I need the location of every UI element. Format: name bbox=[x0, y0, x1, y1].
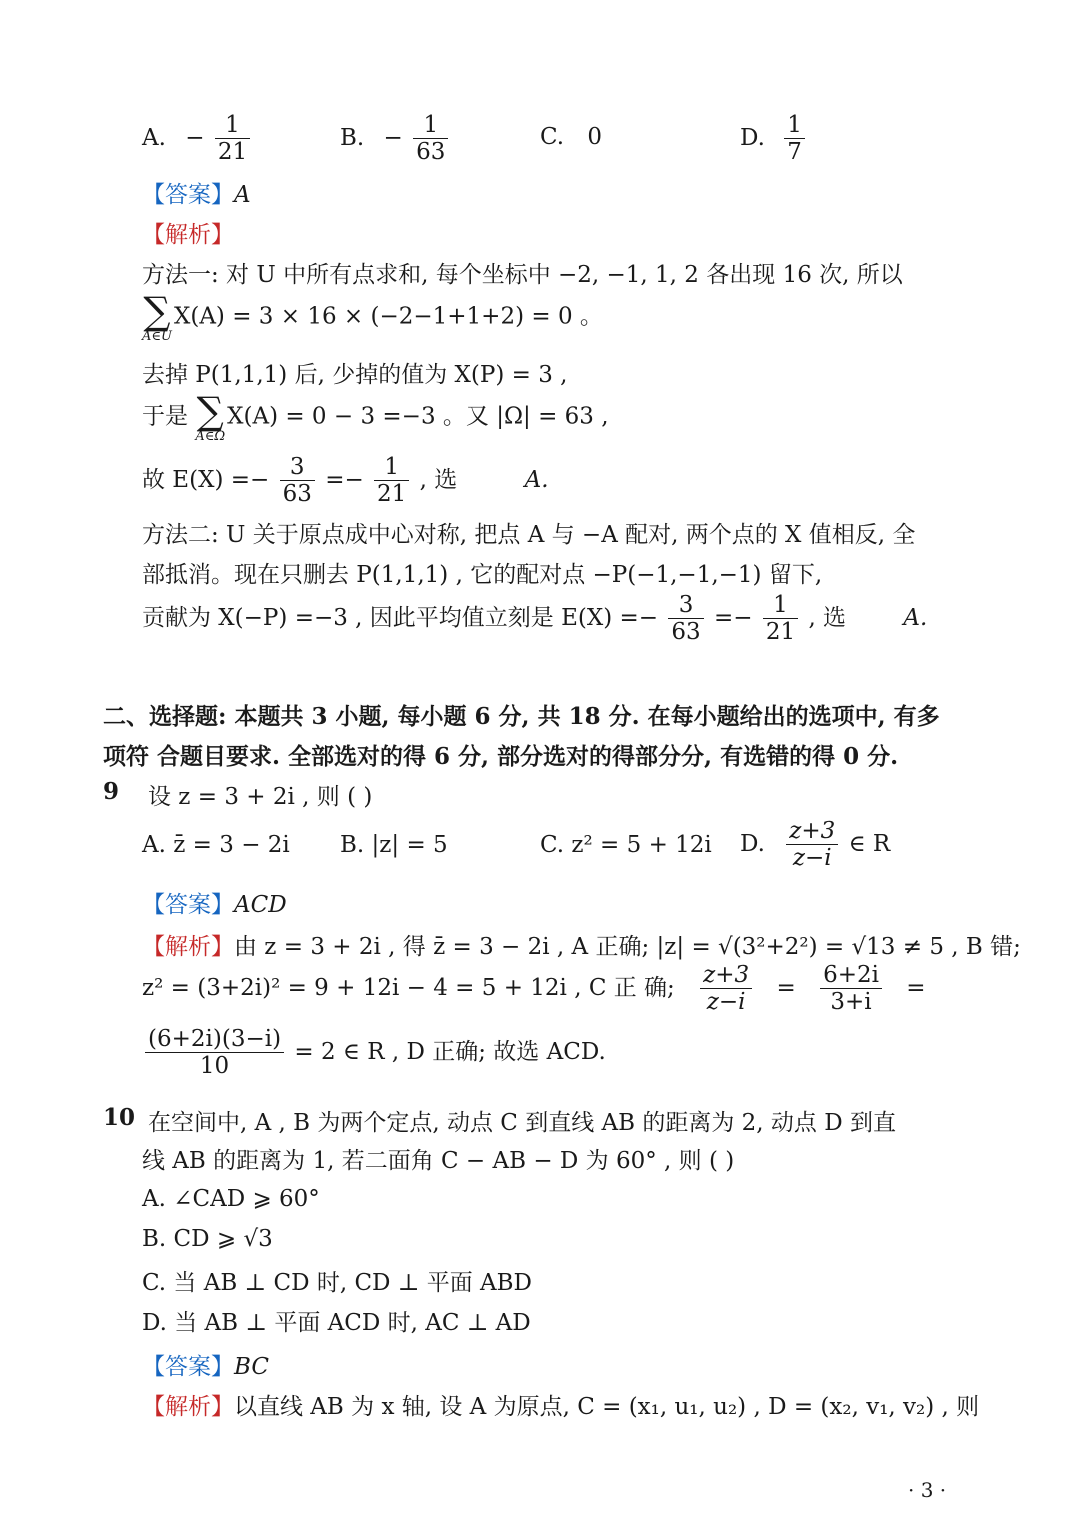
q8-sum-omega-line bbox=[142, 389, 609, 444]
q10-analysis-line1 bbox=[142, 1388, 979, 1421]
choice-text: A. bbox=[524, 466, 549, 493]
q9-option-d bbox=[740, 818, 890, 872]
answer-tag: 【答案】 bbox=[142, 182, 234, 208]
q8-method2-line1: 方法二: U 关于原点成中心对称, 把点 A 与 −A 配对, 两个点的 X 值相反, 全 bbox=[142, 522, 916, 548]
numerator: 1 bbox=[384, 454, 399, 480]
fraction bbox=[413, 112, 448, 166]
q8-method1-line1: 方法一: 对 U 中所有点求和, 每个坐标中 −2, −1, 1, 2 各出现 16 次, 所以 bbox=[142, 262, 903, 288]
denominator: z−i bbox=[700, 988, 752, 1015]
numerator: 1 bbox=[773, 592, 788, 618]
q10-stem-line1: 在空间中, A , B 为两个定点, 动点 C 到直线 AB 的距离为 2, 动点 D 到直 bbox=[148, 1110, 896, 1136]
expr-text: = bbox=[776, 974, 796, 1001]
q9-analysis-line1 bbox=[142, 928, 1021, 961]
sigma-symbol: ∑ A∈U bbox=[142, 289, 172, 344]
denominator: z−i bbox=[786, 844, 838, 871]
q9-option-c: C. z² = 5 + 12i bbox=[540, 832, 712, 858]
q8-option-c bbox=[540, 124, 602, 150]
numerator: 1 bbox=[225, 112, 240, 138]
answer-tag: 【答案】 bbox=[142, 1354, 234, 1380]
numerator: 3 bbox=[289, 454, 305, 480]
denominator: 63 bbox=[413, 138, 448, 165]
fraction bbox=[700, 962, 752, 1016]
q8-option-d bbox=[740, 112, 808, 166]
expr-text: 贡献为 X(−P) =−3 , 因此平均值立刻是 E(X) =− bbox=[142, 604, 659, 631]
fraction bbox=[145, 1026, 284, 1080]
section-heading-line2: 项符 合题目要求. 全部选对的得 6 分, 部分选对的得部分分, 有选错的得 0 分. bbox=[103, 743, 899, 770]
q9-stem: 设 z = 3 + 2i , 则 ( ) bbox=[148, 784, 373, 810]
numerator: 1 bbox=[787, 112, 802, 138]
q9-analysis-line2 bbox=[142, 962, 926, 1016]
q10-option-c: C. 当 AB ⊥ CD 时, CD ⊥ 平面 ABD bbox=[142, 1270, 533, 1296]
expr-text: =− bbox=[325, 466, 364, 493]
denominator: 3+i bbox=[820, 988, 882, 1015]
q10-option-b: B. CD ⩾ √3 bbox=[142, 1226, 273, 1252]
numerator: 1 bbox=[423, 112, 439, 138]
sum-expression: X(A) = 3 × 16 × (−2−1+1+2) = 0 。 bbox=[173, 303, 603, 330]
choice-text: A. bbox=[903, 604, 928, 631]
sum-expression: X(A) = 0 − 3 =−3 。又 |Ω| = 63 , bbox=[227, 403, 609, 430]
question-number: 9 bbox=[103, 778, 120, 805]
sigma-subscript: A∈U bbox=[142, 329, 172, 344]
sigma-subscript: A∈Ω bbox=[195, 429, 226, 444]
denominator: 7 bbox=[784, 138, 805, 165]
expr-text: , 选 bbox=[419, 466, 458, 493]
expr-text: , 选 bbox=[808, 604, 847, 631]
fraction bbox=[786, 818, 838, 872]
q8-method2-line2: 部抵消。现在只删去 P(1,1,1) , 它的配对点 −P(−1,−1,−1) 留下, bbox=[142, 562, 823, 588]
q10-option-d: D. 当 AB ⊥ 平面 ACD 时, AC ⊥ AD bbox=[142, 1310, 531, 1336]
sigma-symbol: ∑ A∈Ω bbox=[195, 389, 226, 444]
numerator: z+3 bbox=[703, 962, 750, 988]
page-number: · 3 · bbox=[908, 1478, 947, 1502]
fraction bbox=[668, 592, 703, 646]
expr-text: 故 E(X) =− bbox=[142, 466, 270, 493]
line-prefix: 于是 bbox=[142, 403, 188, 430]
q8-expectation-line bbox=[142, 454, 549, 508]
minus-sign: − bbox=[383, 124, 403, 151]
q8-answer bbox=[142, 176, 251, 209]
analysis-text: 由 z = 3 + 2i , 得 z̄ = 3 − 2i , A 正确; |z| = √(3²+2²) = √13 ≠ 5 , B 错; bbox=[234, 934, 1021, 960]
numerator: 3 bbox=[678, 592, 694, 618]
answer-value: A bbox=[234, 182, 251, 208]
q8-analysis-tag bbox=[142, 216, 234, 249]
option-suffix: ∈ R bbox=[848, 830, 891, 857]
analysis-tag: 【解析】 bbox=[142, 222, 234, 248]
option-label: D. bbox=[740, 830, 765, 857]
denominator: 21 bbox=[374, 480, 409, 507]
option-label: D. bbox=[740, 124, 765, 151]
answer-tag: 【答案】 bbox=[142, 892, 234, 918]
fraction bbox=[763, 592, 798, 646]
minus-sign: − bbox=[185, 124, 205, 151]
analysis-tag: 【解析】 bbox=[142, 1394, 234, 1420]
q8-method2-line3 bbox=[142, 592, 927, 646]
fraction bbox=[784, 112, 805, 166]
q9-analysis-line3 bbox=[142, 1026, 606, 1080]
q10-stem-line2: 线 AB 的距离为 1, 若二面角 C − AB − D 为 60° , 则 ( ) bbox=[142, 1148, 735, 1174]
analysis-tag: 【解析】 bbox=[142, 934, 234, 960]
expr-text: z² = (3+2i)² = 9 + 12i − 4 = 5 + 12i , C 正 确; bbox=[142, 974, 675, 1001]
q9-option-a: A. z̄ = 3 − 2i bbox=[142, 832, 290, 858]
q8-option-b bbox=[340, 112, 451, 166]
numerator: (6+2i)(3−i) bbox=[148, 1026, 282, 1052]
fraction bbox=[215, 112, 250, 166]
numerator: 6+2i bbox=[823, 962, 879, 988]
fraction bbox=[280, 454, 315, 508]
expr-text: =− bbox=[713, 604, 753, 631]
denominator: 21 bbox=[763, 618, 798, 645]
expr-text: = 2 ∈ R , D 正确; 故选 ACD. bbox=[294, 1038, 606, 1065]
q10-answer bbox=[142, 1348, 269, 1381]
answer-value: ACD bbox=[234, 892, 287, 918]
analysis-text: 以直线 AB 为 x 轴, 设 A 为原点, C = (x₁, u₁, u₂) , D = (x₂, v₁, v₂) , 则 bbox=[234, 1394, 980, 1420]
numerator: z+3 bbox=[789, 818, 836, 844]
question-number: 10 bbox=[103, 1104, 136, 1131]
option-label: C. bbox=[540, 124, 565, 150]
q8-method1-line3: 去掉 P(1,1,1) 后, 少掉的值为 X(P) = 3 , bbox=[142, 362, 568, 388]
fraction bbox=[820, 962, 882, 1016]
denominator: 10 bbox=[145, 1052, 284, 1079]
q9-option-b: B. |z| = 5 bbox=[340, 832, 448, 858]
option-label: B. bbox=[340, 124, 365, 151]
q9-answer bbox=[142, 886, 287, 919]
q8-option-a bbox=[142, 112, 253, 166]
option-label: A. bbox=[142, 124, 166, 151]
expr-text: = bbox=[906, 974, 926, 1001]
option-value: 0 bbox=[587, 124, 603, 150]
denominator: 63 bbox=[668, 618, 703, 645]
answer-value: BC bbox=[234, 1354, 269, 1380]
denominator: 21 bbox=[215, 138, 250, 165]
q8-sum-line bbox=[142, 289, 603, 344]
fraction bbox=[374, 454, 409, 508]
denominator: 63 bbox=[280, 480, 315, 507]
section-heading-line1: 二、选择题: 本题共 3 小题, 每小题 6 分, 共 18 分. 在每小题给出的选项中, 有多 bbox=[103, 703, 940, 730]
q10-option-a: A. ∠CAD ⩾ 60° bbox=[142, 1186, 320, 1212]
